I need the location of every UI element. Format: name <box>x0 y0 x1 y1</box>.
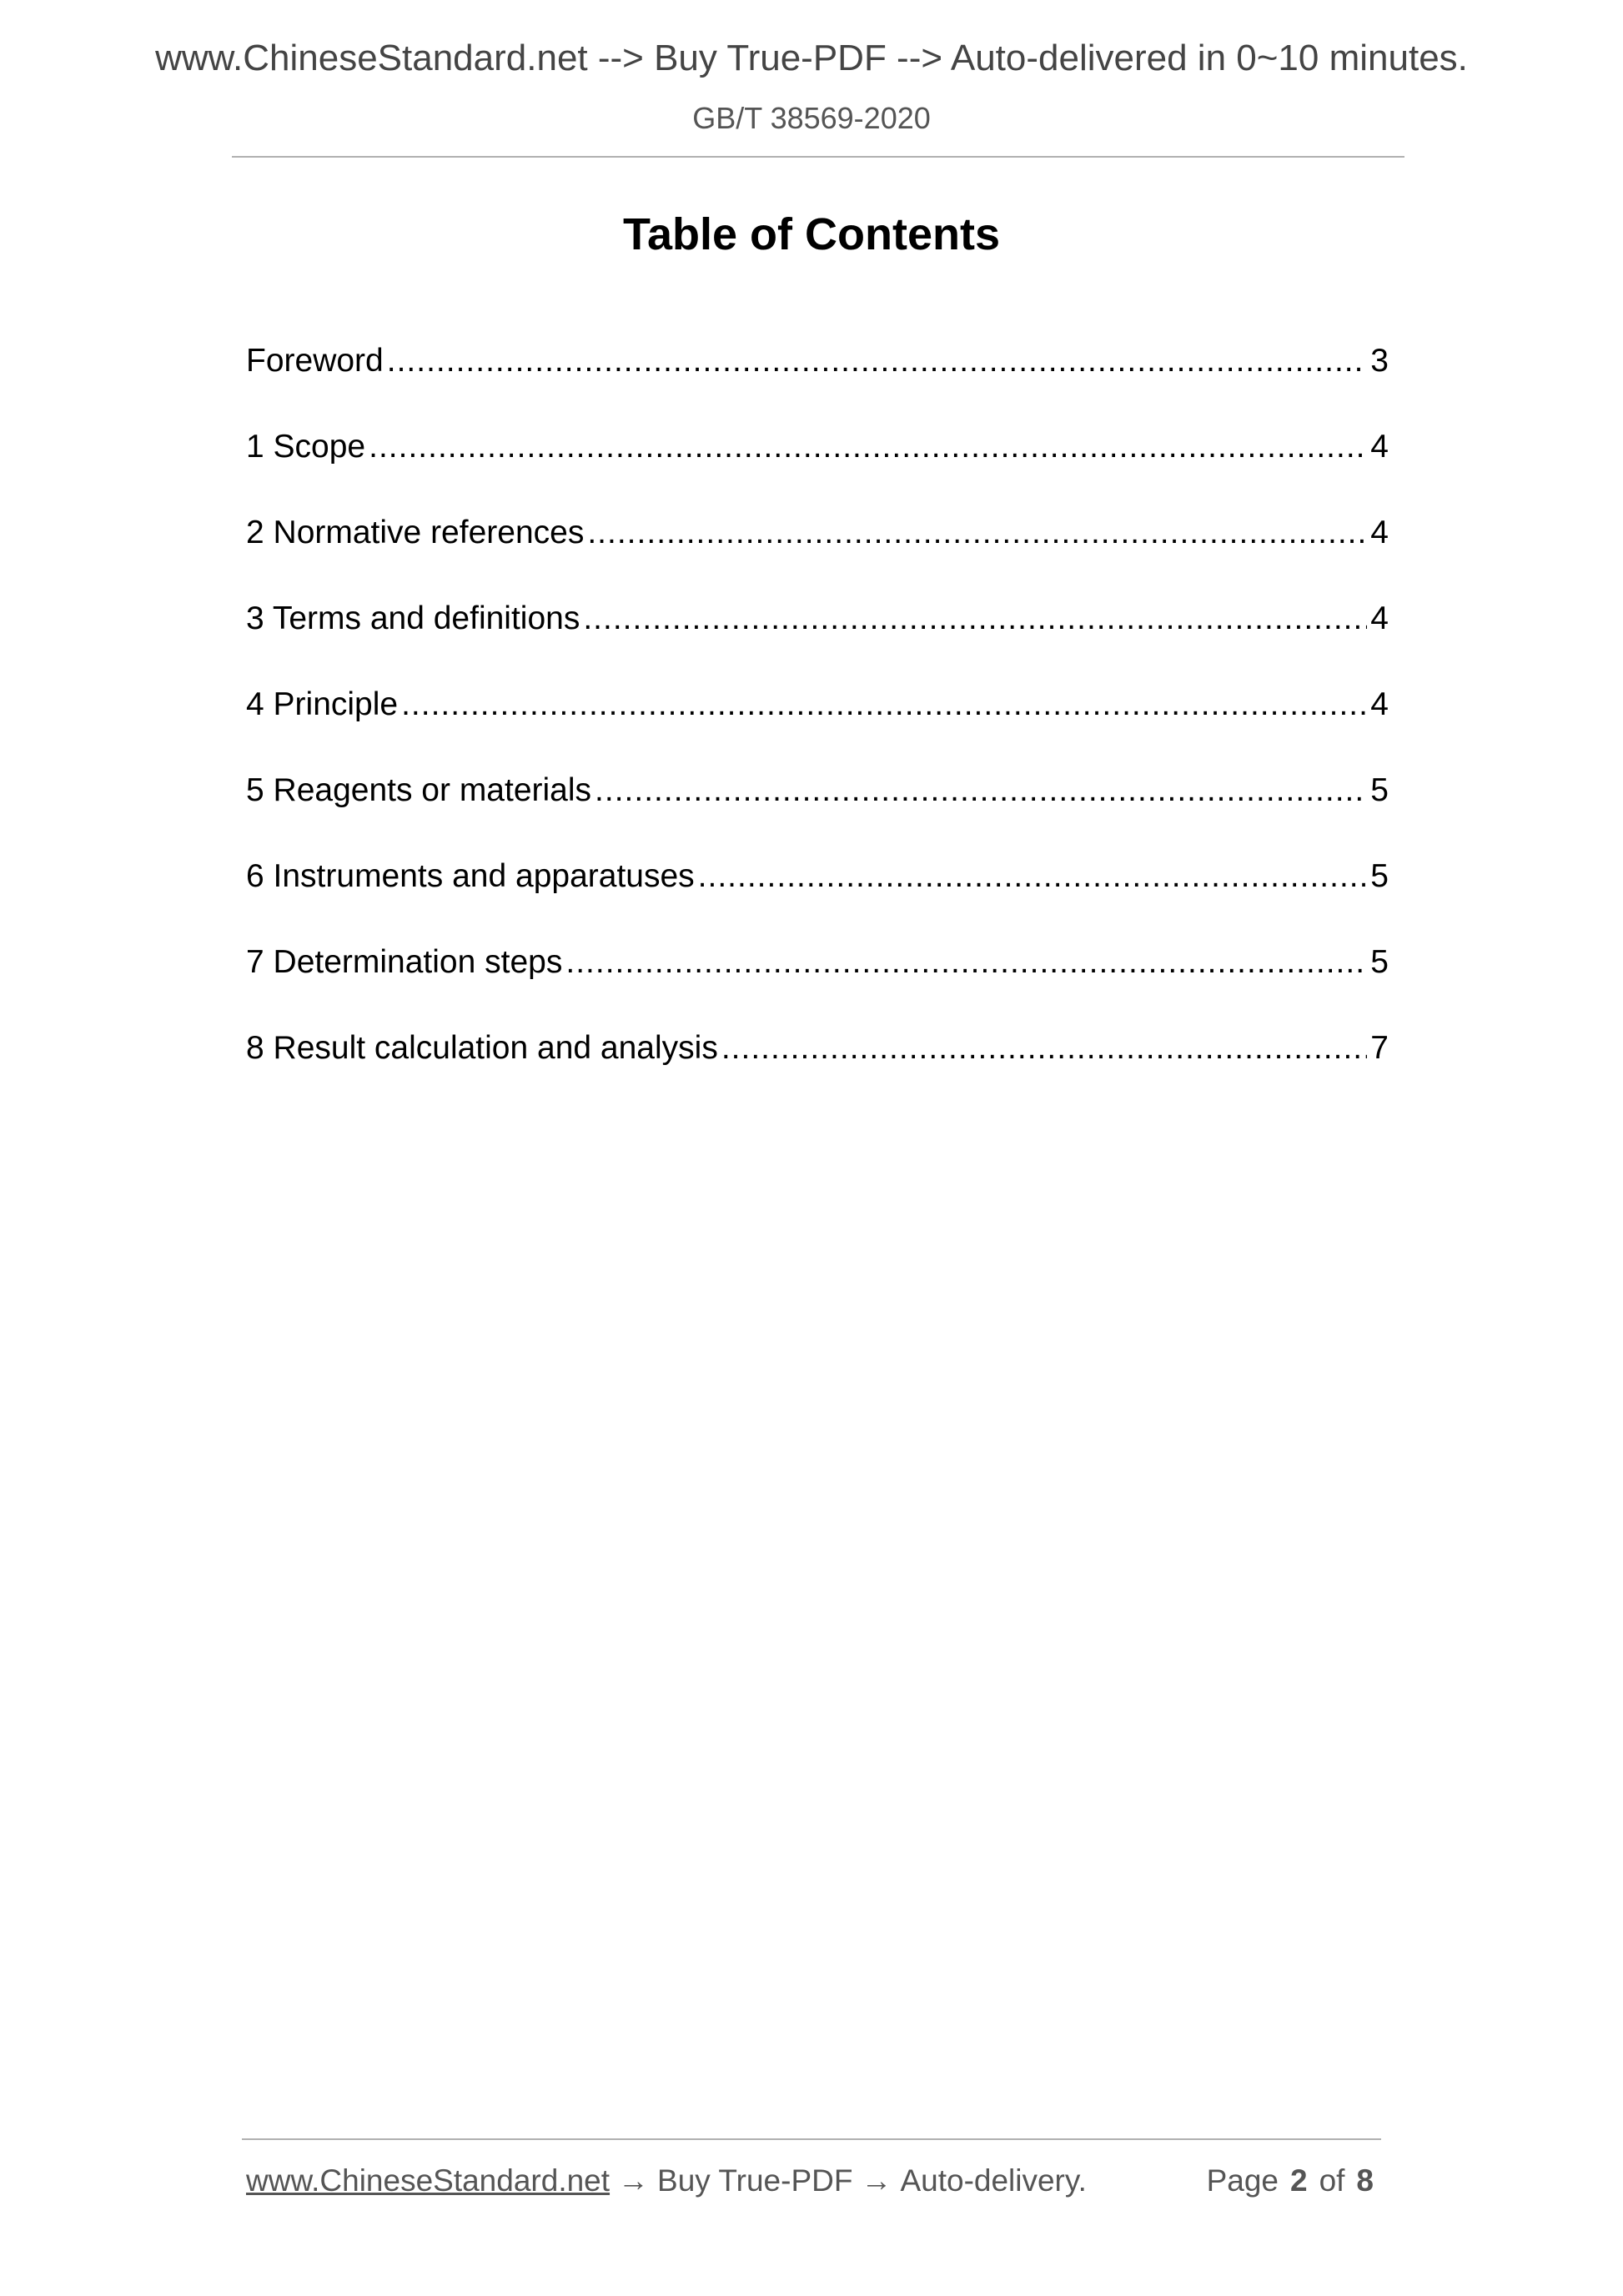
page-footer <box>246 2160 1380 2202</box>
toc-entry-terms-and-definitions[interactable] <box>246 597 1389 683</box>
toc-leader-dots <box>587 511 1367 555</box>
toc-leader-dots <box>401 683 1367 726</box>
toc-entry-page: 3 <box>1370 343 1389 379</box>
toc-entry-label: 2 Normative references <box>246 515 585 550</box>
footer-delivery-text: Auto-delivery. <box>900 2163 1087 2198</box>
toc-entry-label: Foreword <box>246 343 384 379</box>
arrow-right-icon: → <box>618 2163 650 2198</box>
toc-list <box>246 339 1389 1113</box>
toc-entry-label: 7 Determination steps <box>246 944 563 980</box>
toc-entry-label: 1 Scope <box>246 429 366 465</box>
footer-promo <box>246 2160 1087 2202</box>
toc-title: Table of Contents <box>623 209 1000 259</box>
toc-entry-result-calculation-and-analysis[interactable] <box>246 1027 1389 1113</box>
footer-buy-text: Buy True-PDF <box>657 2163 853 2198</box>
toc-leader-dots <box>369 425 1367 469</box>
toc-entry-page: 4 <box>1370 600 1389 636</box>
toc-entry-page: 4 <box>1370 686 1389 722</box>
toc-entry-principle[interactable] <box>246 683 1389 769</box>
toc-entry-instruments-and-apparatuses[interactable] <box>246 855 1389 941</box>
page-indicator <box>1207 2160 1374 2202</box>
toc-entry-foreword[interactable] <box>246 339 1389 425</box>
arrow-right-icon: → <box>861 2163 892 2198</box>
toc-entry-normative-references[interactable] <box>246 511 1389 597</box>
toc-leader-dots <box>387 339 1368 383</box>
toc-entry-page: 5 <box>1370 858 1389 894</box>
toc-entry-scope[interactable] <box>246 425 1389 511</box>
toc-entry-page: 4 <box>1370 515 1389 550</box>
toc-entry-page: 7 <box>1370 1030 1389 1066</box>
total-pages-number: 8 <box>1356 2163 1374 2198</box>
toc-leader-dots <box>721 1027 1367 1070</box>
current-page-number: 2 <box>1289 2163 1308 2198</box>
footer-site-link[interactable]: www.ChineseStandard.net <box>246 2163 611 2198</box>
header-divider <box>232 156 1404 158</box>
toc-entry-label: 6 Instruments and apparatuses <box>246 858 695 894</box>
toc-entry-page: 5 <box>1370 944 1389 980</box>
footer-divider <box>242 2138 1381 2140</box>
toc-leader-dots <box>595 769 1367 812</box>
toc-leader-dots <box>565 941 1367 984</box>
toc-entry-label: 8 Result calculation and analysis <box>246 1030 718 1066</box>
toc-entry-determination-steps[interactable] <box>246 941 1389 1027</box>
toc-leader-dots <box>583 597 1367 641</box>
toc-entry-page: 4 <box>1370 429 1389 465</box>
document-code: GB/T 38569-2020 <box>692 101 931 135</box>
top-banner: www.ChineseStandard.net --> Buy True-PDF --> Auto-delivered in 0~10 minutes. <box>155 38 1468 78</box>
toc-entry-label: 4 Principle <box>246 686 399 722</box>
toc-entry-reagents-or-materials[interactable] <box>246 769 1389 855</box>
of-label: of <box>1319 2163 1345 2198</box>
page-label: Page <box>1206 2163 1279 2198</box>
toc-entry-label: 5 Reagents or materials <box>246 772 592 808</box>
toc-entry-page: 5 <box>1370 772 1389 808</box>
toc-leader-dots <box>698 855 1368 898</box>
toc-entry-label: 3 Terms and definitions <box>246 600 580 636</box>
